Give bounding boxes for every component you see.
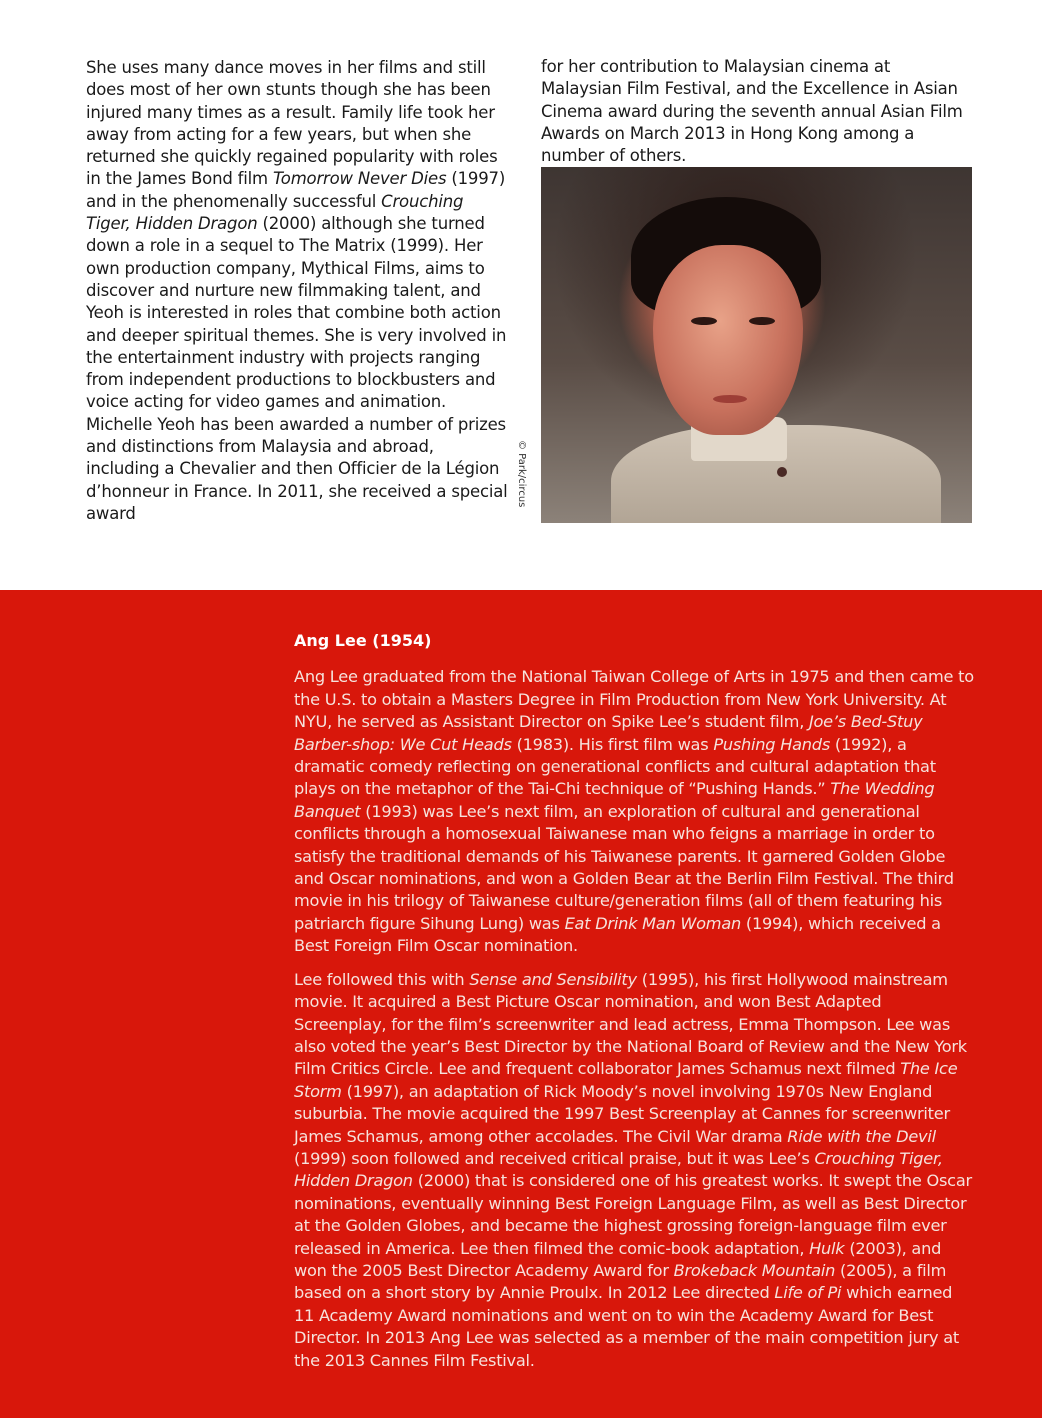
photo-button-shape (777, 467, 787, 477)
yeoh-career-paragraph (86, 57, 510, 414)
text-run: (2000) that is considered one of his greatest works. It swept the Oscar nominations, eventually winning Best Foreign Language Film, as well as Best Director at the Golden Globes, and became the highest grossing foreign-language film ever released in America. Lee then filmed the comic-book adaptation, (294, 1171, 972, 1258)
text-run: (2005), a film based on a short story by Annie Proulx. In 2012 Lee directed (294, 1260, 947, 1303)
italic-title: Life of Pi (774, 1283, 842, 1303)
italic-title: The Wedding Banquet (294, 779, 935, 821)
text-run: She uses many dance moves in her films and still does most of her own stunts though she has been injured many times as a result. Family life took her away from acting for a few years, but when she returned she quickly regained popularity with roles in the James Bond film (86, 58, 498, 189)
photo-eye-left (691, 317, 717, 325)
text-run: (1999) soon followed and received critical praise, but it was Lee’s (294, 1148, 815, 1168)
text-run: Ang Lee graduated from the National Taiwan College of Arts in 1975 and then came to the U.S. to obtain a Masters Degree in Film Production from New York University. At NYU, he served as Assistant Director on Spike Lee’s student film, (294, 667, 974, 732)
italic-title: Eat Drink Man Woman (564, 913, 741, 933)
italic-title: The Ice Storm (294, 1059, 958, 1101)
text-run: (1994), which received a Best Foreign Film Oscar nomination. (294, 913, 941, 956)
italic-title: Joe’s Bed-Stuy Barber-shop: We Cut Heads (294, 712, 923, 754)
photo-eye-right (749, 317, 775, 325)
right-text-column (541, 56, 973, 167)
text-run: (1983). His first film was (511, 734, 714, 754)
text-run: which earned 11 Academy Award nominations and went on to win the Academy Award for Best Director. In 2013 Ang Lee was selected as a member of the main competition jury at the 2013 Cannes Film Festival. (294, 1283, 959, 1370)
photo-mouth (713, 395, 747, 403)
italic-title: Crouching Tiger, Hidden Dragon (86, 191, 464, 234)
film-still-photo (541, 167, 972, 523)
italic-title: Crouching Tiger, Hidden Dragon (294, 1148, 943, 1191)
text-run: for her contribution to Malaysian cinema at Malaysian Film Festival, and the Excellence in Asian Cinema award during the seventh annual Asian Film Awards on March 2013 in Hong Kong among a number of others. (541, 57, 963, 166)
italic-title: Hulk (809, 1238, 845, 1258)
italic-title: Sense and Sensibility (469, 969, 637, 989)
italic-title: Brokeback Mountain (673, 1260, 836, 1280)
text-run: (2000) although she turned down a role in a sequel to The Matrix (1999). Her own production company, Mythical Films, aims to discover and nurture new filmmaking talent, and Yeoh is interested in roles that combine both action and deeper spiritual themes. She is very involved in the entertainment industry with projects ranging from independent productions to blockbusters and voice acting for video games and animation. (86, 214, 507, 412)
italic-title: Ride with the Devil (787, 1126, 936, 1146)
italic-title: Tomorrow Never Dies (272, 169, 447, 189)
text-run: (1993) was Lee’s next film, an exploration of cultural and generational conflicts through a homosexual Taiwanese man who feigns a marriage in order to satisfy the traditional demands of his Taiwanese parents. It garnered Golden Globe and Oscar nominations, and won a Golden Bear at the Berlin Film Festival. The third movie in his trilogy of Taiwanese culture/generation films (all of them featuring his patriarch figure Sihung Lung) was (294, 801, 954, 933)
bio-paragraph-1 (294, 666, 974, 957)
photo-face-shape (653, 245, 803, 435)
yeoh-awards-continued-paragraph (541, 56, 973, 167)
italic-title: Pushing Hands (713, 734, 831, 754)
ang-lee-bio (294, 630, 974, 1383)
text-run: (1997), an adaptation of Rick Moody’s novel involving 1970s New England suburbia. The movie acquired the 1997 Best Screenplay at Cannes for screenwriter James Schamus, among other accolades. The Civil War drama (294, 1081, 950, 1146)
ang-lee-section (0, 590, 1042, 1418)
section-heading: Ang Lee (1954) (294, 631, 432, 650)
photo-credit: © Park/circus (516, 440, 527, 508)
text-run: (1997) and in the phenomenally successful (86, 169, 506, 211)
text-run: (2003), and won the 2005 Best Director Academy Award for (294, 1238, 942, 1280)
text-run: (1995), his first Hollywood mainstream movie. It acquired a Best Picture Oscar nomination, and won Best Adapted Screenplay, for the film’s screenwriter and lead actress, Emma Thompson. Lee was also voted the year’s Best Director by the National Board of Review and the New York Film Critics Circle. Lee and frequent collaborator James Schamus next filmed (294, 969, 967, 1079)
text-run: Michelle Yeoh has been awarded a number of prizes and distinctions from Malaysia and abroad, including a Chevalier and then Officier de la Légion d’honneur in France. In 2011, she received a special award (86, 414, 508, 523)
yeoh-awards-paragraph (86, 414, 510, 525)
text-run: Lee followed this with (294, 969, 470, 989)
bio-paragraph-2 (294, 969, 974, 1372)
text-run: (1992), a dramatic comedy reflecting on generational conflicts and cultural adaptation that plays on the metaphor of the Tai-Chi technique of “Pushing Hands.” (294, 734, 936, 799)
left-text-column (86, 57, 510, 525)
